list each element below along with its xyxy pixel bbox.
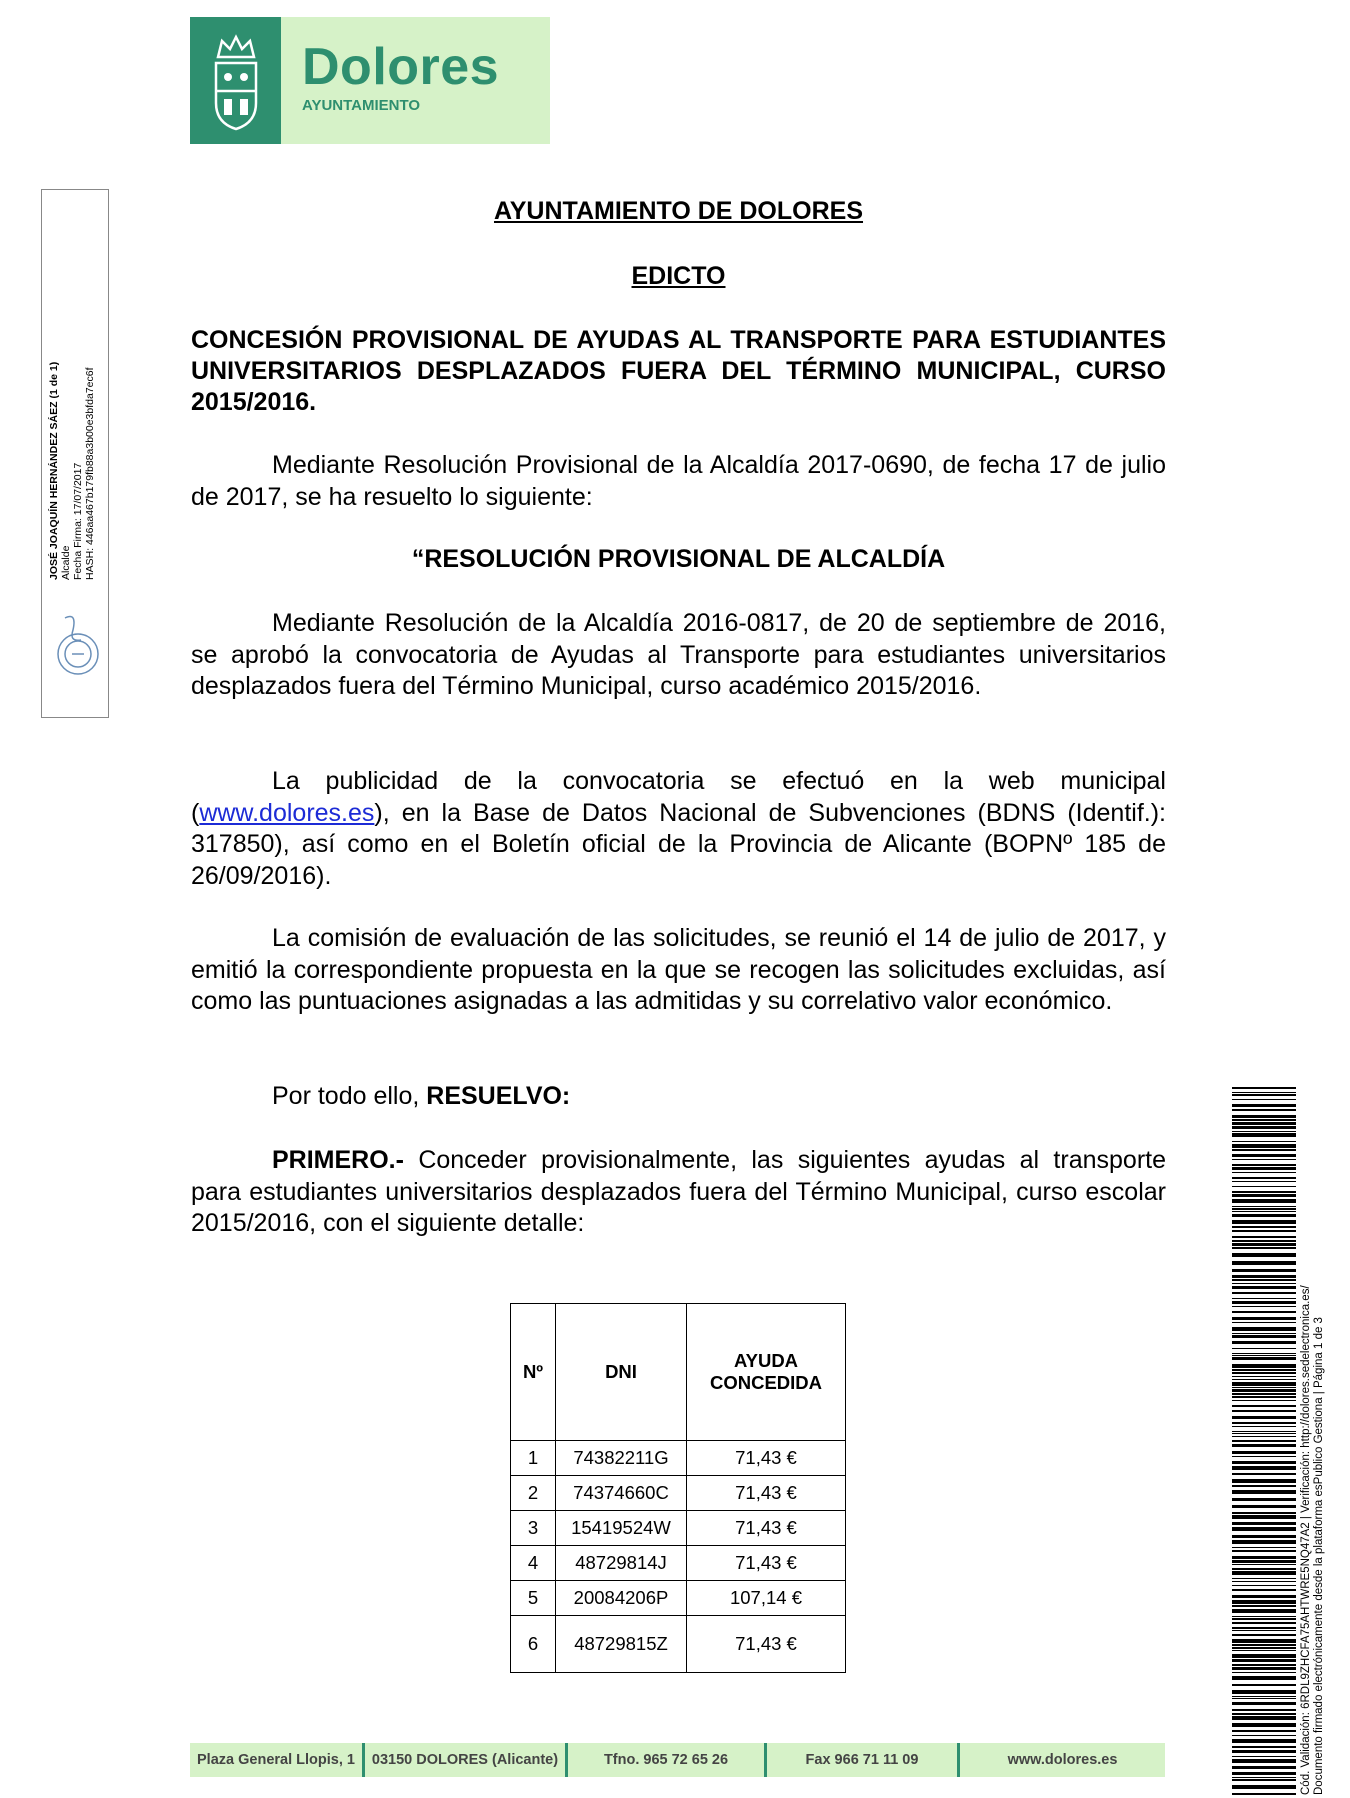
table-row — [511, 1476, 846, 1511]
row-amount: 107,14 € — [687, 1581, 846, 1616]
awards-table — [510, 1303, 846, 1673]
table-row — [511, 1441, 846, 1476]
table-row — [511, 1616, 846, 1673]
row-amount: 71,43 € — [687, 1511, 846, 1546]
primero-text: Conceder provisionalmente, las siguientes ayudas al transporte para estudiantes universitarios desplazados fuera del Término Municipal, curso escolar 2015/2016, con el siguiente detalle: — [191, 1146, 1166, 1237]
row-number: 1 — [511, 1441, 556, 1476]
footer-address: Plaza General Llopis, 1 — [197, 1752, 355, 1768]
header-number: Nº — [511, 1304, 556, 1441]
paragraph-primero — [191, 1145, 1166, 1240]
row-dni: 48729815Z — [556, 1616, 687, 1673]
municipal-seal-icon — [55, 612, 101, 676]
row-amount: 71,43 € — [687, 1546, 846, 1581]
signer-role: Alcalde — [60, 545, 72, 580]
row-amount: 71,43 € — [687, 1441, 846, 1476]
header-dni: DNI — [556, 1304, 687, 1441]
validation-platform: Documento firmado electrónicamente desde la plataforma esPublico Gestiona | Página 1 de 3 — [1313, 1317, 1325, 1795]
validation-code: Cód. Validación: 6RDL9ZHCFA75AHTWRE5NQ47A2 | Verificación: http://dolores.sedelectronica.es/ — [1300, 1285, 1312, 1795]
publicidad-text-end: ), en la Base de Datos Nacional de Subvenciones (BDNS (Identif.): 317850), así como en el Boletín oficial de la Provincia de Alicante (BOPNº 185 de 26/09/2016). — [191, 798, 1166, 890]
signature-info — [48, 280, 96, 580]
signer-name: JOSÉ JOAQUÍN HERNÁNDEZ SÁEZ (1 de 1) — [48, 361, 60, 580]
row-number: 3 — [511, 1511, 556, 1546]
resolution-title: “RESOLUCIÓN PROVISIONAL DE ALCALDÍA — [411, 545, 946, 573]
signature-date: Fecha Firma: 17/07/2017 — [72, 462, 84, 580]
row-dni: 74374660C — [556, 1476, 687, 1511]
row-number: 4 — [511, 1546, 556, 1581]
document-type: EDICTO — [631, 262, 726, 290]
barcode-icon — [1232, 1087, 1296, 1798]
footer-city: 03150 DOLORES (Alicante) — [371, 1752, 559, 1768]
row-number: 5 — [511, 1581, 556, 1616]
paragraph-publicidad — [191, 766, 1166, 892]
resuelvo-intro: Por todo ello, — [272, 1082, 427, 1110]
ayuntamiento-logo — [190, 17, 550, 144]
row-dni: 48729814J — [556, 1546, 687, 1581]
table-header-row — [511, 1304, 846, 1441]
document-subject: CONCESIÓN PROVISIONAL DE AYUDAS AL TRANSPORTE PARA ESTUDIANTES UNIVERSITARIOS DESPLAZADOS FUERA DEL TÉRMINO MUNICIPAL, CURSO 2015/2016. — [191, 326, 1166, 416]
table-row — [511, 1546, 846, 1581]
page-footer — [190, 1743, 1165, 1777]
organization-title: AYUNTAMIENTO DE DOLORES — [493, 197, 864, 225]
validation-info — [1300, 1175, 1326, 1795]
paragraph-resuelvo — [191, 1081, 1166, 1113]
logo-brand-text: Dolores — [302, 38, 500, 96]
paragraph-comision: La comisión de evaluación de las solicitudes, se reunió el 14 de julio de 2017, y emitió la correspondiente propuesta en la que se recogen las solicitudes excluidas, así como las puntuaciones asignadas a las admitidas y su correlativo valor económico. — [191, 924, 1166, 1015]
logo-subtitle: AYUNTAMIENTO — [302, 97, 421, 114]
row-dni: 20084206P — [556, 1581, 687, 1616]
row-amount: 71,43 € — [687, 1616, 846, 1673]
primero-label: PRIMERO.- — [272, 1146, 404, 1174]
resuelvo-label: RESUELVO: — [426, 1082, 571, 1110]
coat-of-arms-icon — [190, 17, 281, 144]
footer-web: www.dolores.es — [1007, 1752, 1118, 1768]
footer-fax: Fax 966 71 11 09 — [805, 1752, 919, 1768]
signature-hash: HASH: 446aa467b179fb88a3b00e3bfda7ec6f — [84, 367, 96, 580]
table-row — [511, 1581, 846, 1616]
publicidad-text-start: La publicidad de la convocatoria se efectuó en la web municipal ( — [191, 767, 1166, 827]
intro-paragraph — [191, 450, 1166, 513]
coat-of-arms-block — [190, 17, 281, 144]
row-amount: 71,43 € — [687, 1476, 846, 1511]
municipal-website-link[interactable]: www.dolores.es — [199, 798, 375, 827]
row-number: 2 — [511, 1476, 556, 1511]
table-row — [511, 1511, 846, 1546]
footer-phone: Tfno. 965 72 65 26 — [603, 1752, 729, 1768]
row-dni: 15419524W — [556, 1511, 687, 1546]
row-number: 6 — [511, 1616, 556, 1673]
intro-text: Mediante Resolución Provisional de la Alcaldía 2017-0690, de fecha 17 de julio de 2017, se ha resuelto lo siguiente: — [191, 451, 1166, 511]
row-dni: 74382211G — [556, 1441, 687, 1476]
paragraph-convocatoria: Mediante Resolución de la Alcaldía 2016-0817, de 20 de septiembre de 2016, se aprobó la convocatoria de Ayudas al Transporte para estudiantes universitarios desplazados fuera del Término Municipal, curso académico 2015/2016. — [191, 609, 1166, 700]
header-ayuda: AYUDA CONCEDIDA — [687, 1304, 846, 1441]
